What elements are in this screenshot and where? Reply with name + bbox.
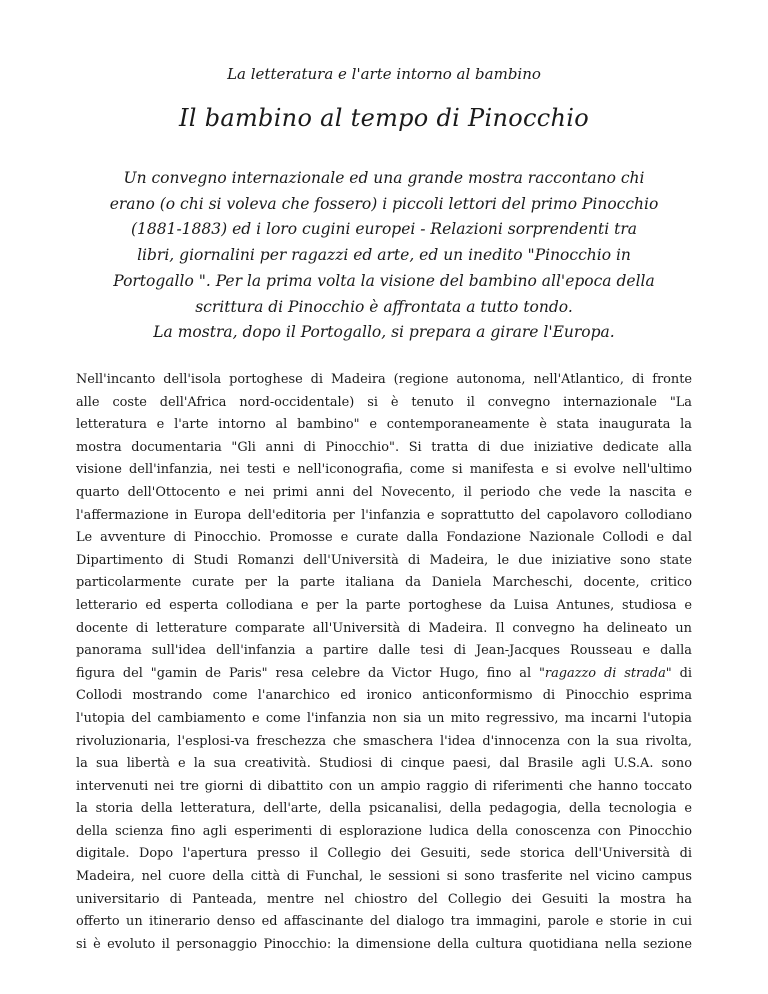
lead-line: erano (o chi si voleva che fossero) i piccoli lettori del primo Pinocchio xyxy=(109,194,659,213)
body-line: la sua libertà e la sua creatività. Studiosi di cinque paesi, dal Brasile agli U.S.A. sono xyxy=(76,756,692,772)
body-line: rivoluzionaria, l'esplosi-va freschezza che smaschera l'idea d'innocenza con la sua rivolta, xyxy=(76,733,692,749)
body-line: Dipartimento di Studi Romanzi dell'Università di Madeira, le due iniziative sono state xyxy=(76,552,692,568)
lead-line: Un convegno internazionale ed una grande mostra raccontano chi xyxy=(123,169,645,187)
body-line: letteratura e l'arte intorno al bambino" e contemporaneamente è stata inaugurata la xyxy=(76,417,692,433)
body-paragraph xyxy=(76,369,692,956)
emphasis-text: "ragazzo di strada" xyxy=(539,665,672,681)
lead-line: (1881-1883) ed i loro cugini europei - Relazioni sorprendenti tra xyxy=(130,220,638,239)
body-line: universitario di Panteada, mentre nel chiostro del Collegio dei Gesuiti la mostra ha xyxy=(76,891,692,907)
body-line: l'utopia del cambiamento e come l'infanzia non sia un mito regressivo, ma incarni l'utopia xyxy=(76,710,692,726)
body-line: l'affermazione in Europa dell'editoria per l'infanzia e soprattutto del capolavoro collodiano xyxy=(76,507,692,523)
body-line: della scienza fino agli esperimenti di esplorazione ludica della conoscenza con Pinocchio xyxy=(76,823,692,839)
body-line: figura del "gamin de Paris" resa celebre da Victor Hugo, fino al "ragazzo di strada" di xyxy=(76,665,692,681)
body-line: Collodi mostrando come l'anarchico ed ironico anticonformismo di Pinocchio esprima xyxy=(76,688,692,704)
body-line: la storia della letteratura, dell'arte, della psicanalisi, della pedagogia, della tecnologia e xyxy=(76,801,692,817)
body-line: Nell'incanto dell'isola portoghese di Madeira (regione autonoma, nell'Atlantico, di fronte xyxy=(76,372,692,387)
lead-line: La mostra, dopo il Portogallo, si prepara a girare l'Europa. xyxy=(153,323,615,342)
body-line: quarto dell'Ottocento e nei primi anni del Novecento, il periodo che vede la nascita e xyxy=(76,484,692,500)
body-line: particolarmente curate per la parte italiana da Daniela Marcheschi, docente, critico xyxy=(76,575,692,591)
body-line: si è evoluto il personaggio Pinocchio: la dimensione della cultura quotidiana nella sezione xyxy=(76,936,692,952)
body-line: digitale. Dopo l'apertura presso il Collegio dei Gesuiti, sede storica dell'Università di xyxy=(76,846,692,862)
body-line: letterario ed esperta collodiana e per la parte portoghese da Luisa Antunes, studiosa e xyxy=(76,597,692,613)
lead-paragraph xyxy=(100,166,668,346)
body-line: Le avventure di Pinocchio. Promosse e curate dalla Fondazione Nazionale Collodi e dal xyxy=(76,530,692,546)
body-line: docente di letterature comparate all'Università di Madeira. Il convegno ha delineato un xyxy=(76,620,692,636)
body-line: intervenuti nei tre giorni di dibattito con un ampio raggio di riferimenti che hanno toccato xyxy=(76,778,692,794)
kicker: La letteratura e l'arte intorno al bambino xyxy=(227,65,541,83)
lead-line: Portogallo ". Per la prima volta la visione del bambino all'epoca della xyxy=(113,271,655,290)
body-line: alle coste dell'Africa nord-occidentale) si è tenuto il convegno internazionale "La xyxy=(76,394,692,410)
body-line: visione dell'infanzia, nei testi e nell'iconografia, come si manifesta e si evolve nell'ultimo xyxy=(76,462,692,478)
lead-line: libri, giornalini per ragazzi ed arte, ed un inedito "Pinocchio in xyxy=(137,246,631,265)
page-title: Il bambino al tempo di Pinocchio xyxy=(179,104,589,132)
body-line: Madeira, nel cuore della città di Funchal, le sessioni si sono trasferite nel vicino campus xyxy=(76,869,692,885)
body-line: panorama sull'idea dell'infanzia a partire dalle tesi di Jean-Jacques Rousseau e dalla xyxy=(76,643,692,659)
body-line: offerto un itinerario denso ed affascinante del dialogo tra immagini, parole e storie in cui xyxy=(76,914,692,930)
body-line: mostra documentaria "Gli anni di Pinocchio". Si tratta di due iniziative dedicate alla xyxy=(76,439,692,455)
lead-line: scrittura di Pinocchio è affrontata a tutto tondo. xyxy=(195,297,573,316)
